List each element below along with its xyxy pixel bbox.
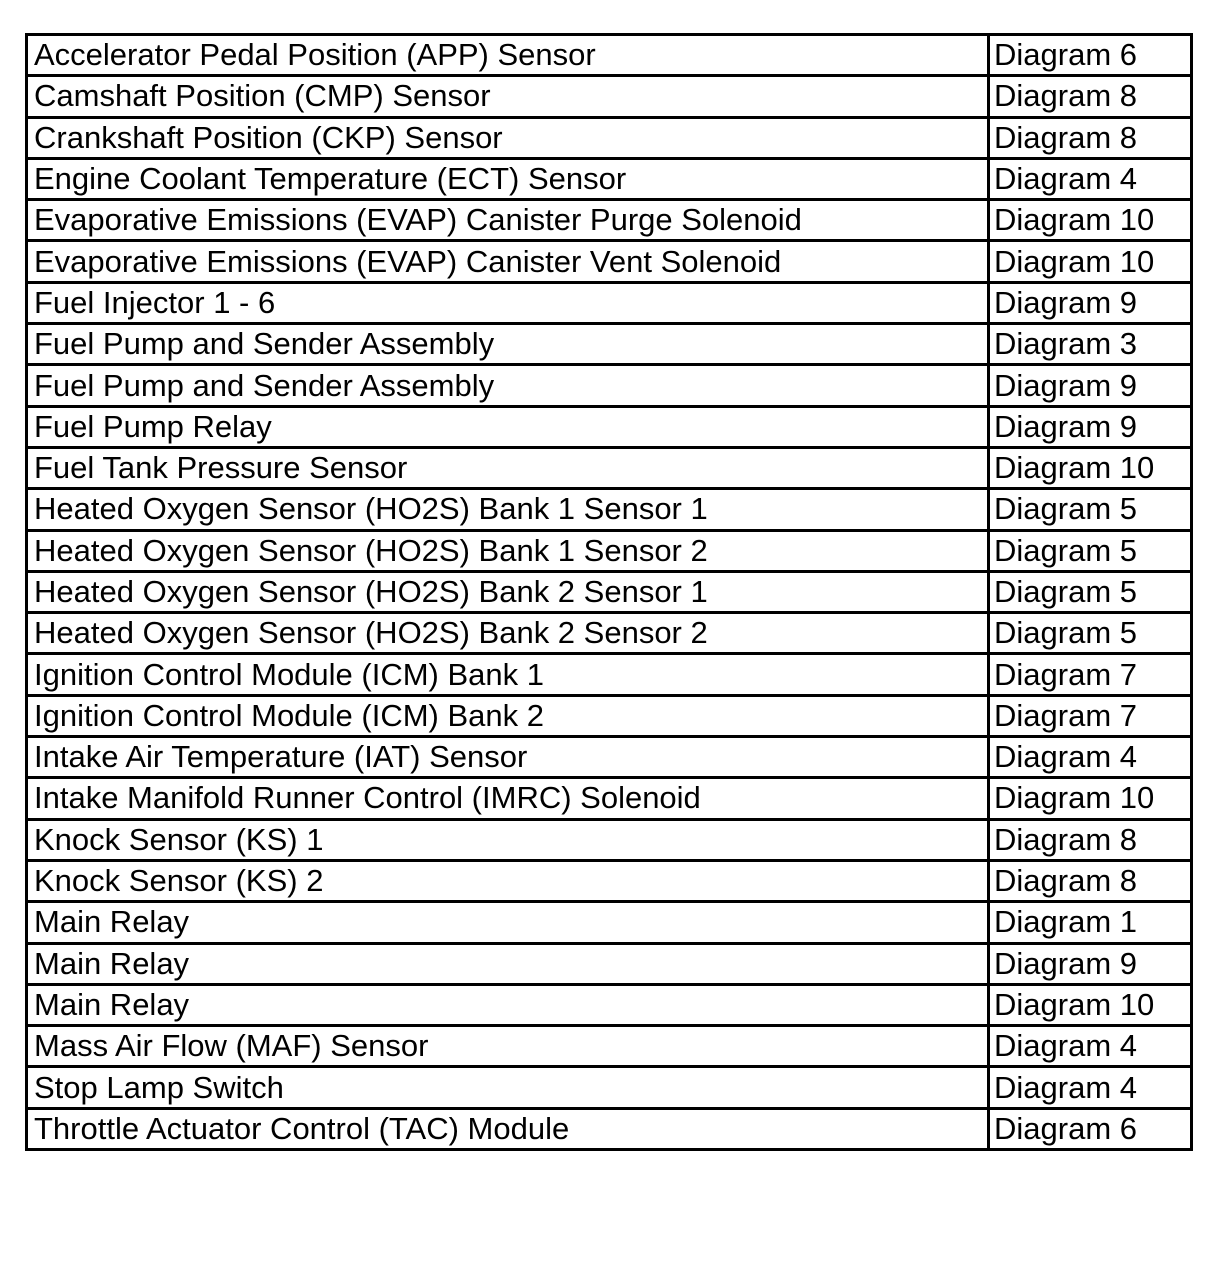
component-cell: Stop Lamp Switch [27, 1067, 989, 1108]
diagram-cell: Diagram 6 [989, 35, 1192, 76]
component-cell: Main Relay [27, 943, 989, 984]
table-row [27, 324, 1192, 365]
component-cell: Intake Manifold Runner Control (IMRC) Solenoid [27, 778, 989, 819]
component-cell: Accelerator Pedal Position (APP) Sensor [27, 35, 989, 76]
table-row [27, 200, 1192, 241]
table-row [27, 943, 1192, 984]
diagram-cell: Diagram 4 [989, 1026, 1192, 1067]
component-cell: Camshaft Position (CMP) Sensor [27, 76, 989, 117]
component-cell: Engine Coolant Temperature (ECT) Sensor [27, 158, 989, 199]
diagram-cell: Diagram 4 [989, 737, 1192, 778]
component-cell: Main Relay [27, 984, 989, 1025]
table-row [27, 737, 1192, 778]
component-cell: Ignition Control Module (ICM) Bank 1 [27, 654, 989, 695]
diagram-cell: Diagram 9 [989, 406, 1192, 447]
component-cell: Heated Oxygen Sensor (HO2S) Bank 2 Sensor 2 [27, 613, 989, 654]
diagram-cell: Diagram 10 [989, 447, 1192, 488]
diagram-cell: Diagram 9 [989, 282, 1192, 323]
component-cell: Throttle Actuator Control (TAC) Module [27, 1108, 989, 1149]
component-cell: Evaporative Emissions (EVAP) Canister Purge Solenoid [27, 200, 989, 241]
table-row [27, 35, 1192, 76]
table-row [27, 76, 1192, 117]
diagram-cell: Diagram 7 [989, 654, 1192, 695]
diagram-cell: Diagram 6 [989, 1108, 1192, 1149]
table-row [27, 365, 1192, 406]
table-row [27, 489, 1192, 530]
diagram-cell: Diagram 1 [989, 902, 1192, 943]
table-row [27, 654, 1192, 695]
diagram-cell: Diagram 8 [989, 860, 1192, 901]
table-row [27, 613, 1192, 654]
table-row [27, 860, 1192, 901]
diagram-cell: Diagram 9 [989, 943, 1192, 984]
component-cell: Mass Air Flow (MAF) Sensor [27, 1026, 989, 1067]
table-row [27, 902, 1192, 943]
table-row [27, 406, 1192, 447]
table-row [27, 158, 1192, 199]
diagram-cell: Diagram 5 [989, 489, 1192, 530]
table-row [27, 1108, 1192, 1149]
table-row [27, 282, 1192, 323]
diagram-cell: Diagram 10 [989, 984, 1192, 1025]
component-cell: Heated Oxygen Sensor (HO2S) Bank 1 Sensor 2 [27, 530, 989, 571]
diagram-cell: Diagram 8 [989, 819, 1192, 860]
diagram-cell: Diagram 4 [989, 158, 1192, 199]
diagram-cell: Diagram 10 [989, 200, 1192, 241]
component-cell: Intake Air Temperature (IAT) Sensor [27, 737, 989, 778]
table-row [27, 778, 1192, 819]
table-row [27, 530, 1192, 571]
diagram-cell: Diagram 10 [989, 241, 1192, 282]
component-diagram-table [25, 33, 1193, 1151]
component-cell: Crankshaft Position (CKP) Sensor [27, 117, 989, 158]
component-cell: Ignition Control Module (ICM) Bank 2 [27, 695, 989, 736]
table-row [27, 117, 1192, 158]
diagram-cell: Diagram 4 [989, 1067, 1192, 1108]
component-cell: Fuel Injector 1 - 6 [27, 282, 989, 323]
component-cell: Fuel Pump and Sender Assembly [27, 324, 989, 365]
component-cell: Main Relay [27, 902, 989, 943]
diagram-cell: Diagram 5 [989, 571, 1192, 612]
table-row [27, 571, 1192, 612]
component-cell: Knock Sensor (KS) 2 [27, 860, 989, 901]
diagram-cell: Diagram 5 [989, 530, 1192, 571]
table-row [27, 241, 1192, 282]
component-cell: Fuel Tank Pressure Sensor [27, 447, 989, 488]
diagram-cell: Diagram 8 [989, 117, 1192, 158]
diagram-cell: Diagram 10 [989, 778, 1192, 819]
diagram-cell: Diagram 8 [989, 76, 1192, 117]
table-row [27, 819, 1192, 860]
table-row [27, 984, 1192, 1025]
diagram-cell: Diagram 5 [989, 613, 1192, 654]
diagram-cell: Diagram 7 [989, 695, 1192, 736]
diagram-cell: Diagram 9 [989, 365, 1192, 406]
component-cell: Knock Sensor (KS) 1 [27, 819, 989, 860]
component-cell: Fuel Pump Relay [27, 406, 989, 447]
diagram-cell: Diagram 3 [989, 324, 1192, 365]
table-row [27, 695, 1192, 736]
component-cell: Heated Oxygen Sensor (HO2S) Bank 1 Sensor 1 [27, 489, 989, 530]
component-cell: Heated Oxygen Sensor (HO2S) Bank 2 Sensor 1 [27, 571, 989, 612]
table-row [27, 1026, 1192, 1067]
table-row [27, 1067, 1192, 1108]
table-body [27, 35, 1192, 1150]
component-cell: Fuel Pump and Sender Assembly [27, 365, 989, 406]
component-cell: Evaporative Emissions (EVAP) Canister Vent Solenoid [27, 241, 989, 282]
table-row [27, 447, 1192, 488]
